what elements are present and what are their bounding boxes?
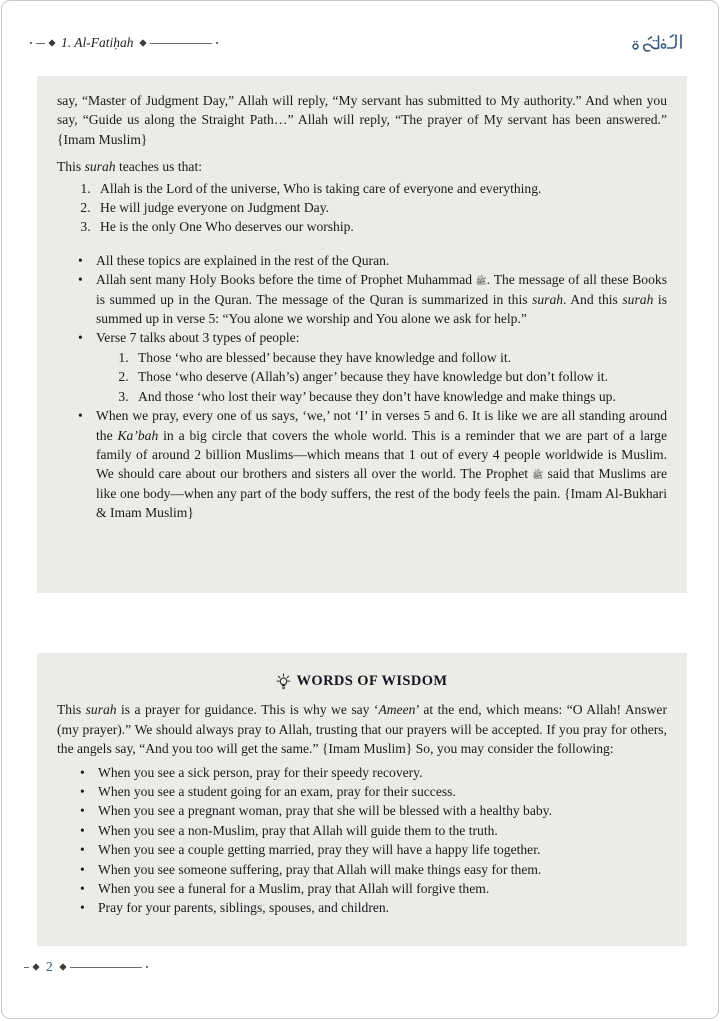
lessons-list [57, 179, 667, 237]
lightbulb-icon [276, 673, 291, 690]
chapter-title: 1. Al-Fatiḥah [61, 35, 134, 50]
tip-item: • Pray for your parents, siblings, spouses, and children. [57, 898, 667, 917]
rule-dot [216, 42, 218, 44]
diamond-ornament-icon [32, 963, 39, 970]
chapter-heading-rule [30, 35, 218, 51]
page-number: 2 [46, 959, 53, 974]
words-of-wisdom-title: WORDS OF WISDOM [296, 673, 448, 689]
diamond-ornament-icon [139, 39, 146, 46]
page-footer [24, 959, 148, 975]
lesson-item: 1. Allah is the Lord of the universe, Who is taking care of everyone and everything. [94, 179, 667, 198]
rule-segment [24, 967, 29, 968]
rule-segment [150, 43, 212, 44]
book-page [1, 0, 719, 1019]
lesson-item: 3. He is the only One Who deserves our worship. [94, 217, 667, 236]
arabic-title [626, 31, 684, 55]
note-item [57, 406, 667, 522]
rule-dot [146, 966, 148, 968]
tip-item: • When you see a sick person, pray for their speedy recovery. [57, 763, 667, 782]
people-types-list [96, 348, 667, 406]
tip-item: • When you see a couple getting married, pray they will have a happy life together. [57, 840, 667, 859]
page-number-rule [24, 959, 148, 975]
diamond-ornament-icon [48, 39, 55, 46]
diamond-ornament-icon [59, 963, 66, 970]
tip-item: • When you see a student going for an exam, pray for their success. [57, 782, 667, 801]
note-item [57, 270, 667, 328]
rule-segment [70, 967, 142, 968]
arabic-calligraphy-icon [626, 31, 684, 55]
lesson-box [37, 76, 687, 593]
people-type-item: 2. Those ‘who deserve (Allah’s) anger’ because they have knowledge but don’t follow it. [132, 367, 667, 386]
wisdom-paragraph: This surah is a prayer for guidance. This is why we say ‘Ameen’ at the end, which means: “O Allah! Answer (my prayer).” We should always pray to Allah, trusting that our prayers will be accepted. If you pray for others, the angels say, “And you too will get the same.” {Imam Muslim} So, you may consider the following: [57, 702, 667, 757]
tip-item: • When you see a non-Muslim, pray that Allah will guide them to the truth. [57, 821, 667, 840]
words-of-wisdom-heading [57, 672, 667, 691]
tip-item: • When you see someone suffering, pray that Allah will make things easy for them. [57, 860, 667, 879]
people-type-item: 1. Those ‘who are blessed’ because they have knowledge and follow it. [132, 348, 667, 367]
rule-segment [36, 43, 45, 44]
page-header [30, 31, 684, 55]
tip-item: • When you see a funeral for a Muslim, pray that Allah will forgive them. [57, 879, 667, 898]
words-of-wisdom-box [37, 653, 687, 946]
note-item [57, 251, 667, 270]
teaches-line: This surah teaches us that: [57, 159, 203, 175]
note-text: When we pray, every one of us says, ‘we,’ not ‘I’ in verses 5 and 6. It is like we are all standing around the Ka’bah in a big circle that covers the whole world. This is a reminder that we are part of a large family of around 2 billion Muslims—which means that 1 out of every 4 people worldwide is Muslim. We should care about our brothers and sisters all over the world. The Prophet ﷺ said that Muslims are like one body—when any part of the body suffers, the rest of the body feels the pain. {Imam Al-Bukhari & Imam Muslim} [96, 408, 667, 521]
prayer-tips-list [57, 763, 667, 918]
note-text: Verse 7 talks about 3 types of people: [96, 330, 300, 346]
note-text: Allah sent many Holy Books before the time of Prophet Muhammad ﷺ. The message of all these Books is summed up in the Quran. The message of the Quran is summarized in this surah. And this surah is summed up in verse 5: “You alone we worship and You alone we ask for help.” [96, 272, 667, 327]
intro-paragraph: say, “Master of Judgment Day,” Allah will reply, “My servant has submitted to My authority.” And when you say, “Guide us along the Straight Path…” Allah will reply, “The prayer of My servant has been answered.” {Imam Muslim} [57, 93, 667, 147]
lesson-item: 2. He will judge everyone on Judgment Day. [94, 198, 667, 217]
people-type-item: 3. And those ‘who lost their way’ because they don’t have knowledge and make things up. [132, 387, 667, 406]
tip-item: • When you see a pregnant woman, pray that she will be blessed with a healthy baby. [57, 801, 667, 820]
notes-list [57, 251, 667, 523]
note-text: All these topics are explained in the rest of the Quran. [96, 252, 390, 268]
note-item [57, 328, 667, 406]
rule-dot [30, 42, 32, 44]
